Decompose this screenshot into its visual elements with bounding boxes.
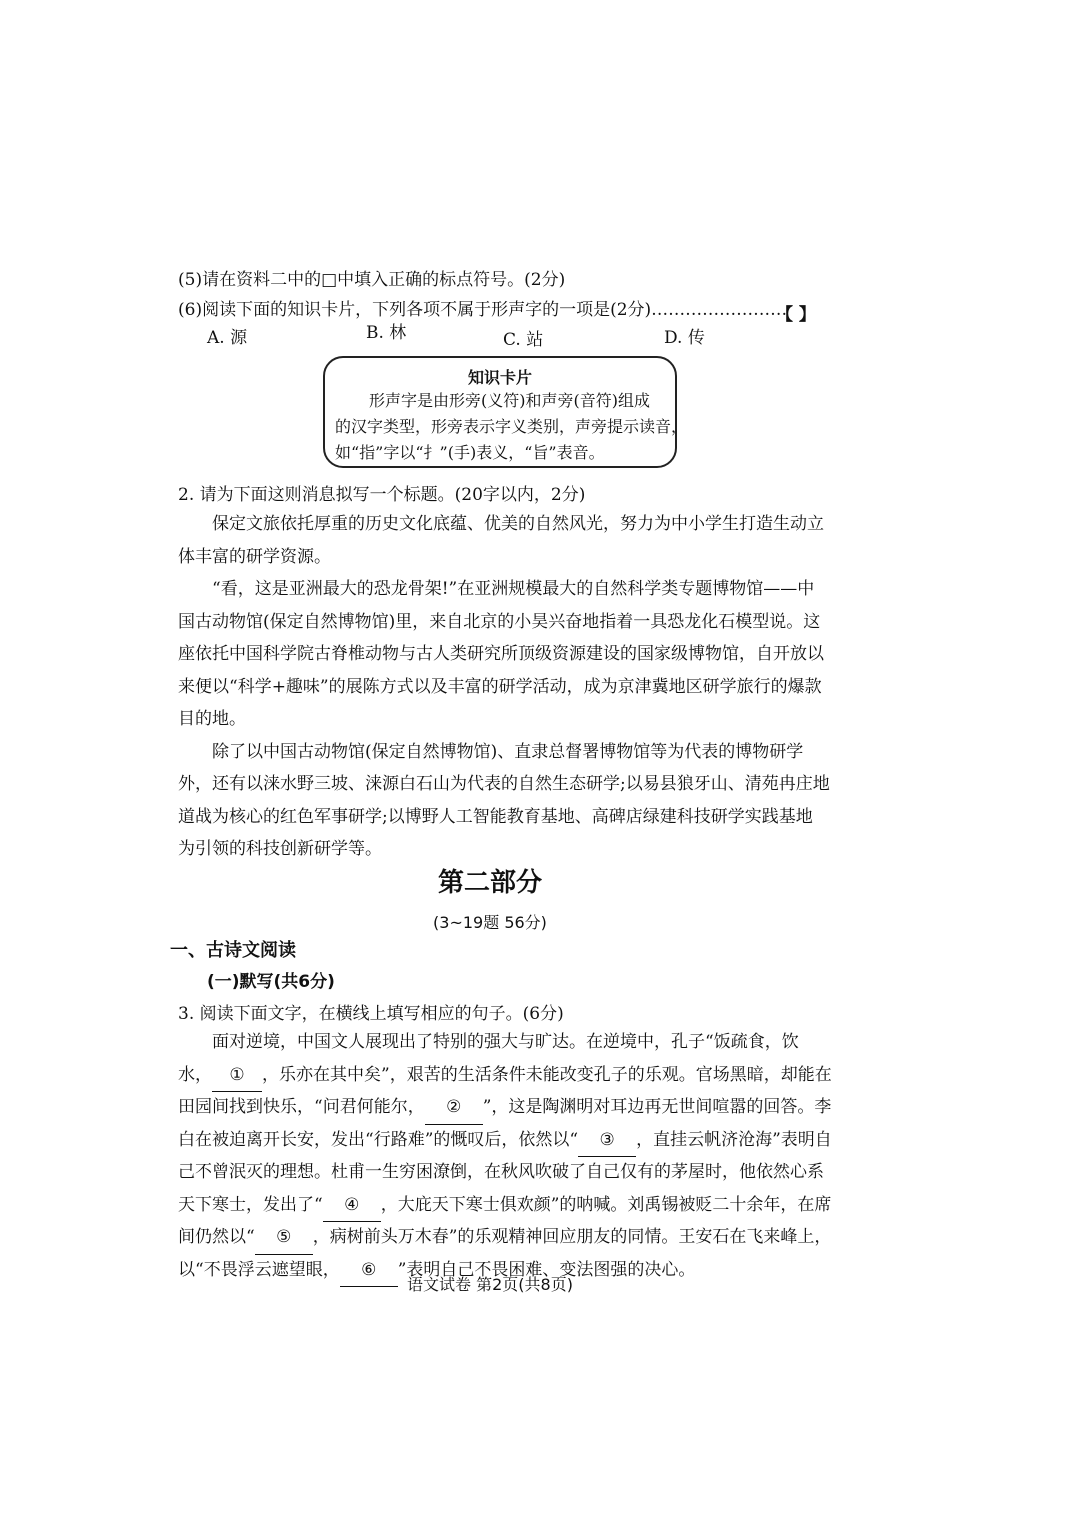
passage-line: 来便以“科学+趣味”的展陈方式以及丰富的研学活动，成为京津冀地区研学旅行的爆款 (178, 676, 822, 697)
question-2-stem: 2. 请为下面这则消息拟写一个标题。(20字以内，2分) (178, 485, 586, 505)
passage-line: 目的地。 (178, 709, 246, 729)
passage-line: 间仍然以“ ⑤ ，病树前头万木春”的乐观精神回应朋友的同情。王安石在飞来峰上， (178, 1221, 832, 1254)
passage-line: 田园间找到快乐，“问君何能尔， ② ”，这是陶渊明对耳边再无世间喧嚣的回答。李 (178, 1091, 832, 1124)
passage-line: 保定文旅依托厚重的历史文化底蕴、优美的自然风光，努力为中小学生打造生动立 (212, 514, 824, 534)
passage-line: 除了以中国古动物馆(保定自然博物馆)、直隶总督署博物馆等为代表的博物研学 (212, 741, 804, 762)
passage-line: 白在被迫离开长安，发出“行路难”的慨叹后，依然以“ ③ ，直挂云帆济沧海”表明自 (178, 1124, 832, 1157)
knowledge-card-line: 如“指”字以“扌”(手)表义，“旨”表音。 (335, 443, 605, 462)
knowledge-card (323, 356, 688, 468)
fill-blank-5[interactable]: ⑤ (255, 1221, 313, 1255)
option-b: B. 林 (366, 323, 407, 343)
question-3-stem: 3. 阅读下面文字，在横线上填写相应的句子。(6分) (178, 1004, 564, 1024)
passage-line: 以“不畏浮云遮望眼， ⑥ ”表明自己不畏困难、变法图强的决心。 (178, 1254, 832, 1287)
answer-bracket: 【 】 (776, 305, 816, 325)
part-title: 第二部分 (437, 868, 542, 898)
option-c: C. 站 (503, 330, 544, 350)
fill-blank-4[interactable]: ④ (323, 1189, 381, 1223)
passage-line: 己不曾泯灭的理想。杜甫一生穷困潦倒，在秋风吹破了自己仅有的茅屋时，他依然心系 (178, 1162, 824, 1182)
section-heading: 一、古诗文阅读 (170, 940, 296, 961)
passage-line: 体丰富的研学资源。 (178, 546, 331, 567)
page-footer: 语文试卷 第2页(共8页) (407, 1275, 573, 1294)
fill-blank-6[interactable]: ⑥ (340, 1254, 398, 1288)
knowledge-card-line: 的汉字类型，形旁表示字义类别，声旁提示读音， (335, 417, 688, 436)
option-a: A. 源 (207, 328, 248, 348)
passage-line: “看，这是亚洲最大的恐龙骨架!”在亚洲规模最大的自然科学类专题博物馆——中 (212, 579, 815, 599)
passage-line: 外，还有以涞水野三坡、涞源白石山为代表的自然生态研学;以易县狼牙山、清苑冉庄地 (178, 774, 830, 794)
question-6-stem: (6)阅读下面的知识卡片，下列各项不属于形声字的一项是(2分)…………………… (178, 300, 788, 320)
fill-blank-2[interactable]: ② (425, 1091, 483, 1125)
passage-line: 面对逆境，中国文人展现出了特别的强大与旷达。在逆境中，孔子“饭疏食，饮 (212, 1032, 799, 1052)
question-3-passage (178, 1026, 832, 1286)
knowledge-card-title: 知识卡片 (467, 368, 532, 387)
fill-blank-1[interactable]: ① (212, 1059, 262, 1093)
subsection-heading: (一)默写(共6分) (207, 972, 335, 992)
news-passage (178, 508, 830, 866)
knowledge-card-line: 形声字是由形旁(义符)和声旁(音符)组成 (369, 391, 650, 410)
part-subtitle: (3~19题 56分) (433, 913, 547, 932)
passage-line: 天下寒士，发出了“ ④ ，大庇天下寒士俱欢颜”的呐喊。刘禹锡被贬二十余年，在席 (178, 1189, 832, 1222)
passage-line: 道战为核心的红色军事研学;以博野人工智能教育基地、高碑店绿建科技研学实践基地 (178, 806, 813, 827)
passage-line: 国古动物馆(保定自然博物馆)里，来自北京的小昊兴奋地指着一具恐龙化石模型说。这 (178, 611, 821, 632)
fill-blank-3[interactable]: ③ (578, 1124, 636, 1158)
passage-line: 为引领的科技创新研学等。 (178, 839, 382, 859)
passage-line: 水， ① ，乐亦在其中矣”，艰苦的生活条件未能改变孔子的乐观。官场黑暗，却能在 (178, 1059, 832, 1092)
passage-line: 座依托中国科学院古脊椎动物与古人类研究所顶级资源建设的国家级博物馆，自开放以 (178, 644, 824, 664)
option-d: D. 传 (664, 328, 705, 348)
question-5: (5)请在资料二中的□中填入正确的标点符号。(2分) (178, 270, 566, 290)
